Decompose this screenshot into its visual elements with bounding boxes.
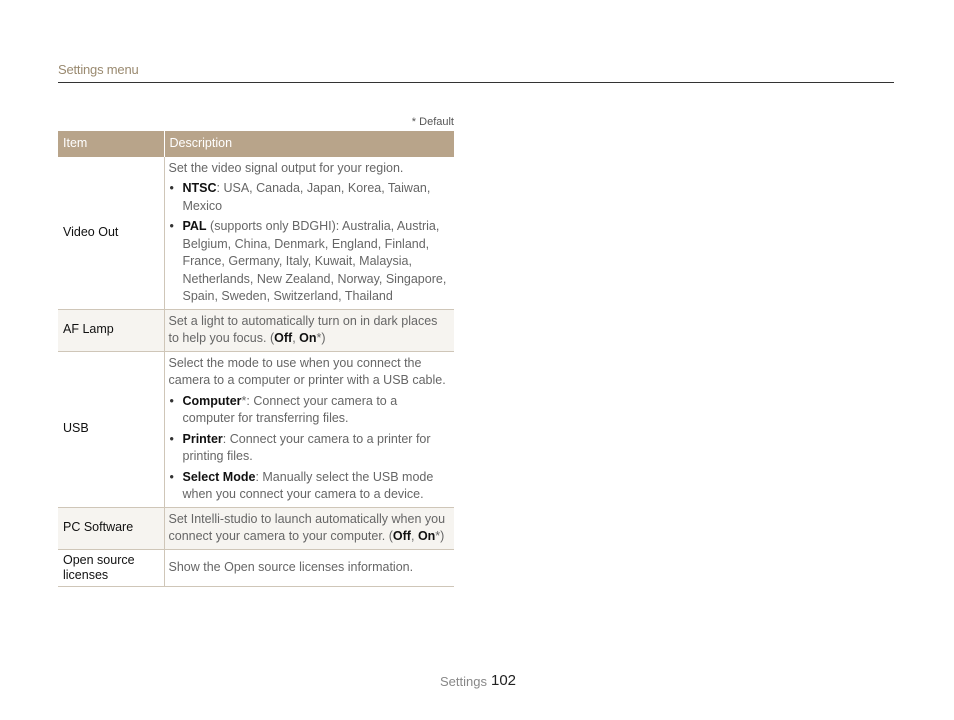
item-usb: USB: [58, 351, 164, 507]
header-divider: [58, 82, 894, 83]
description-usb: [164, 351, 454, 507]
table-row-open-source: [58, 549, 454, 586]
table-row-usb: [58, 351, 454, 507]
table-header-row: [58, 131, 454, 157]
option-on: On: [417, 529, 436, 543]
option-text: : USA, Canada, Japan, Korea, Taiwan, Mexico: [182, 181, 431, 213]
column-header-item: Item: [58, 131, 164, 157]
list-item: [169, 180, 449, 215]
section-title: Settings menu: [58, 62, 139, 77]
description-open-source: Show the Open source licenses information.: [164, 549, 454, 586]
option-term: Select Mode: [182, 469, 256, 484]
option-off: Off: [392, 529, 411, 543]
page-number: 102: [491, 672, 517, 689]
close-paren: *): [316, 331, 326, 345]
default-note: * Default: [411, 116, 454, 128]
option-on: On: [299, 331, 317, 345]
option-text: : Connect your camera to a printer for printing files.: [182, 431, 431, 463]
option-off: Off: [274, 331, 293, 345]
item-pc-software: PC Software: [58, 507, 164, 549]
close-paren: *): [435, 529, 445, 543]
option-term: PAL: [182, 219, 207, 233]
af-lamp-text: Set a light to automatically turn on in dark places to help you focus. (: [168, 313, 438, 345]
video-out-intro: Set the video signal output for your region.: [168, 160, 404, 175]
description-af-lamp: [164, 309, 454, 351]
description-pc-software: [164, 507, 454, 549]
list-item: [169, 393, 449, 428]
table-row-af-lamp: [58, 309, 454, 351]
list-item: [169, 218, 449, 306]
video-out-options: [169, 180, 449, 306]
option-text: : Manually select the USB mode when you connect your camera to a device.: [182, 469, 434, 501]
list-item: [169, 469, 449, 504]
usb-options: [169, 393, 449, 504]
option-term: Computer: [182, 393, 242, 408]
usb-intro: Select the mode to use when you connect the camera to a computer or printer with a USB cable.: [168, 355, 446, 387]
item-video-out: Video Out: [58, 157, 164, 310]
item-af-lamp: AF Lamp: [58, 309, 164, 351]
option-term: Printer: [182, 431, 223, 446]
column-header-description: Description: [164, 131, 454, 157]
option-text: *: Connect your camera to a computer for transferring files.: [182, 393, 398, 425]
separator: ,: [410, 529, 418, 543]
footer-section-label: Settings: [440, 674, 487, 689]
description-video-out: [164, 157, 454, 310]
pc-software-text: Set Intelli-studio to launch automatically when you connect your camera to your computer. (: [168, 511, 446, 543]
option-term: NTSC: [182, 181, 217, 195]
separator: ,: [292, 331, 300, 345]
table-row-pc-software: [58, 507, 454, 549]
option-text: (supports only BDGHI): Australia, Austria, Belgium, China, Denmark, England, Finland, France, Germany, Italy, Kuwait, Malaysia, Netherlands, New Zealand, Norway, Singapore, Spain, Sweden, Switzerland, Thailand: [182, 219, 447, 303]
table-row-video-out: [58, 157, 454, 310]
item-open-source: Open source licenses: [58, 549, 164, 586]
list-item: [169, 431, 449, 466]
settings-table: [58, 131, 454, 587]
